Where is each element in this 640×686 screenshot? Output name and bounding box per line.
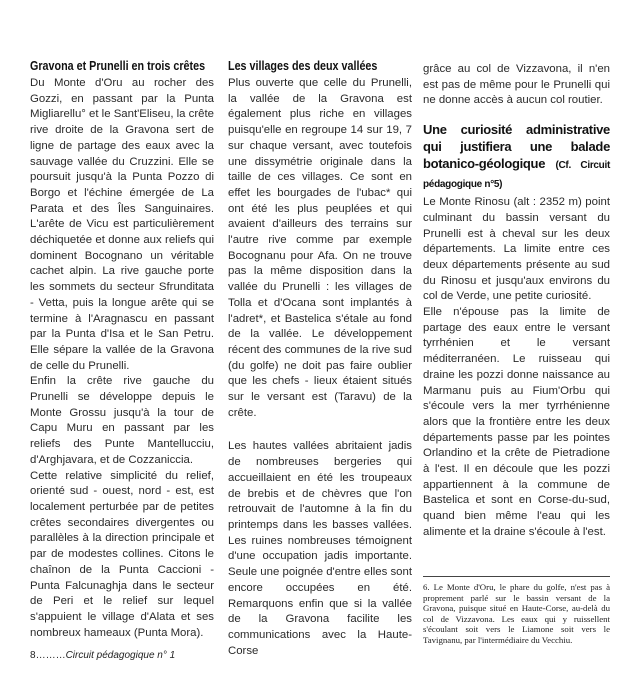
paragraph: Les hautes vallées abritaient jadis de nombreuses bergeries qui accueillaient en été les troupeaux de brebis et de chèvres que l'on retrouvait de l'automne à la fin du printemps dans les basses vallées. Les ruines nombreuses témoignent d'une occupation jadis importante. Seule une poignée d'entre elles sont encore occupées en été. Remarquons enfin que si la vallée de la Gravona facilite les communications avec la Haute-Corse xyxy=(228,440,412,657)
paragraph: Enfin la crête rive gauche du Prunelli se développe depuis le Monte Grossu jusqu'à la tour de Capu Muru en passant par les reliefs des Punte Mantellucciu, d'Arghjavara, et de Cozzaniccia. xyxy=(30,375,214,466)
page-footer xyxy=(30,650,175,661)
section-title-gravona-prunelli: Gravona et Prunelli en trois crêtes xyxy=(30,59,206,73)
paragraph: Plus ouverte que celle du Prunelli, la vallée de la Gravona est également plus riche en villages puisqu'elle en regroupe 14 sur 19, 7 sur chaque versant, avec toutefois une dissymétrie originale dans la taille de ces villages. Ce sont en effet les bourgades de l'ubac* qui ont été les plus peuplées et qui avaient d'ailleurs des terrains sur l'autre rive comme par exemple Bocognanu pour Afa. On ne trouve pas la même disposition dans la vallée du Prunelli : les villages de Tolla et d'Ocana sont implantés à l'adret*, et Bastelica s'étale au fond de la vallée. Le développement récent des communes de la rive sud (du golfe) ne doit pas faire oublier que les chefs - lieux étaient situés sur le versant est (Taravu) de la crête. xyxy=(228,77,412,419)
column-1 xyxy=(30,58,214,641)
column-2 xyxy=(228,58,412,659)
paragraph-gap xyxy=(228,421,412,439)
column-3 xyxy=(423,62,610,541)
section-title-villages: Les villages des deux vallées xyxy=(228,59,378,73)
footer-dots: ……… xyxy=(35,650,66,661)
section-title-note: (Cf. Circuit pédagogique n°5) xyxy=(423,160,611,191)
section-title-curiosite xyxy=(423,121,610,193)
paragraph: Elle n'épouse pas la limite de partage des eaux entre le versant tyrrhénien et le versant méditerranéen. Le ruisseau qui draine les pozzi donne naissance au Marmanu puis au Fium'Orbu qui s'écoule vers la mer tyrrhénienne alors que la frontière entre les deux départements passe par les pointes Orlandino et la crête de Pietradione à l'est. Il en découle que les pozzi appartiennent à la commune de Bastelica et sont en Corse-du-sud, quand bien même l'eau qui les alimente et la draine s'écoule à l'est. xyxy=(423,306,610,538)
footnote: 6. Le Monte d'Oru, le phare du golfe, n'est pas à proprement parlé sur le bassin versant de la Gravona, puisque situé en Haute-Corse, au-delà du col de Vizzavona. Les eaux qui y ruissellent s'écoulant soit vers le Liamone soit vers le Tavignanu, par l'intermédiaire du Vecchiu. xyxy=(423,576,610,646)
paragraph: Cette relative simplicité du relief, orienté sud - ouest, nord - est, est localement perturbée par de petites crêtes secondaires divergentes ou parallèles à la direction principale et par de modestes collines. Citons le chaînon de la Punta Caccioni - Punta Falcunaghja dans le secteur de Peri et le relief sur lequel s'appuient le village d'Alata et ses nombreux hameaux (Punta Mora). xyxy=(30,469,214,639)
page-number: 8 xyxy=(30,650,36,661)
footer-title: Circuit pédagogique n° 1 xyxy=(65,650,176,661)
paragraph: Le Monte Rinosu (alt : 2352 m) point culminant du bassin versant du Prunelli est à cheval sur les deux départements. La limite entre ces deux départements présente au sud du Rinosu et jusqu'aux environs du col de Verde, une petite curiosité. xyxy=(423,196,610,303)
paragraph-gap xyxy=(423,109,610,121)
section-title-text: Une curiosité administrative qui justifiera une balade botanico-géologique xyxy=(423,122,610,172)
paragraph: Du Monte d'Oru au rocher des Gozzi, en passant par la Punta Migliarellu° et le Sant'Eliseu, la crête rive droite de la Gravona sert de ligne de partage des eaux avec la sauvage vallée du Cruzzini. Elle se poursuit jusqu'à la Punta Pozzo di Borgo et l'échine émergée de La Parata et des Îles Sanguinaires. L'arête de Vicu est particulièrement déchiquetée et donne aux reliefs qui dominent Bocognano un véritable cachet alpin. La rive gauche porte les sommets du secteur Sfrunditata - Vetta, puis la longue arête qui se termine à l'Aragnascu en passant par la Punta d'Isa et le San Petru. Elle sépare la vallée de la Gravona de celle du Prunelli. xyxy=(30,77,215,372)
paragraph: grâce au col de Vizzavona, il n'en est pas de même pour le Prunelli qui ne donne accès à aucun col routier. xyxy=(423,63,610,107)
